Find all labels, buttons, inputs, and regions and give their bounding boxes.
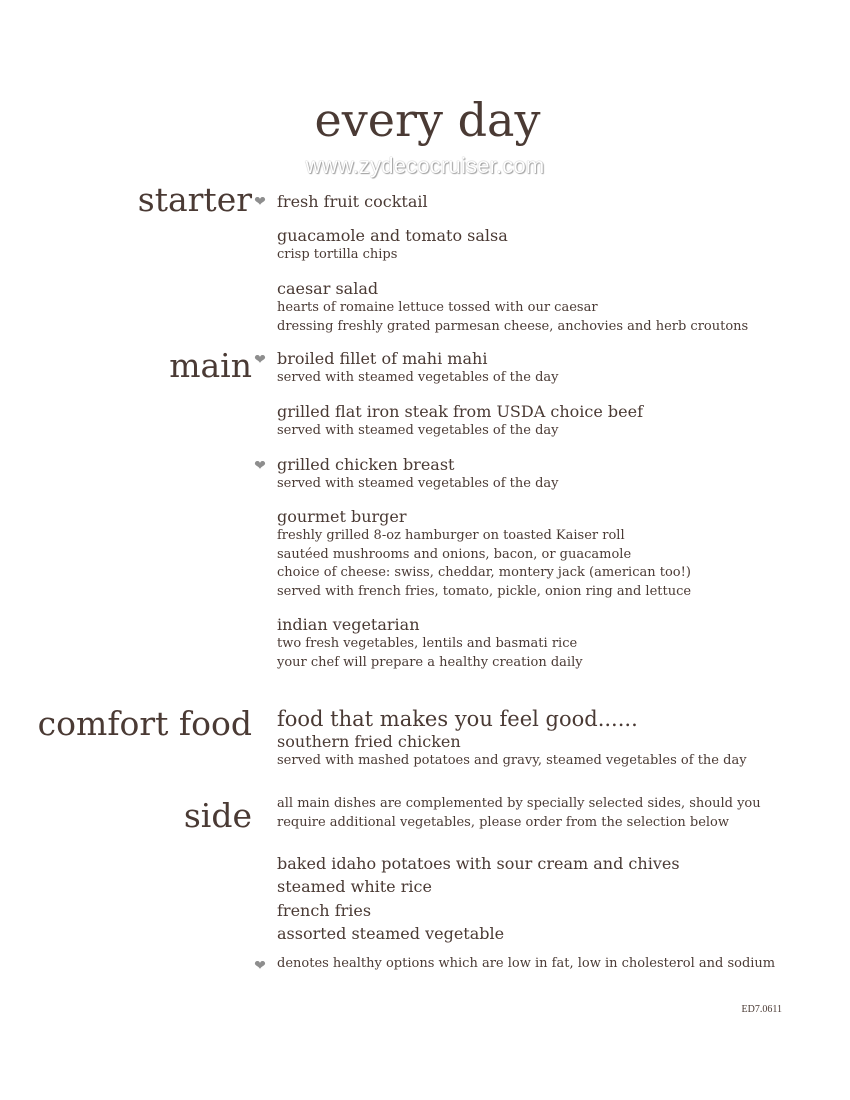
side-list [277, 852, 797, 945]
item-description: served with steamed vegetables of the day [277, 476, 559, 491]
page-title: every day [314, 93, 541, 147]
heart-icon: ❤ [254, 458, 266, 474]
item-name: fresh fruit cocktail [277, 192, 428, 211]
side-item: steamed white rice [277, 877, 432, 897]
side-intro-line: all main dishes are complemented by specially selected sides, should you [277, 796, 761, 811]
watermark: www.zydecocruiser.com [305, 153, 545, 178]
item-name: gourmet burger [277, 507, 407, 526]
menu-item [277, 614, 797, 672]
item-name: grilled chicken breast [277, 455, 455, 474]
side-item: assorted steamed vegetable [277, 923, 505, 943]
section-label-side: side [183, 796, 252, 835]
item-description: hearts of romaine lettuce tossed with our caesar [277, 300, 598, 315]
heart-icon: ❤ [254, 194, 266, 210]
menu-item [277, 506, 797, 601]
comfort-food-block [277, 707, 797, 771]
legend [277, 955, 797, 974]
menu-item [277, 454, 797, 494]
item-description: choice of cheese: swiss, cheddar, montery jack (american too!) [277, 565, 691, 580]
side-item: french fries [277, 900, 372, 920]
item-description: crisp tortilla chips [277, 247, 398, 262]
item-name: caesar salad [277, 279, 379, 298]
item-description: two fresh vegetables, lentils and basmati rice [277, 636, 578, 651]
comfort-headline: food that makes you feel good...... [277, 707, 638, 731]
section-label-main: main [169, 346, 252, 385]
item-name: indian vegetarian [277, 615, 420, 634]
side-item: baked idaho potatoes with sour cream and chives [277, 854, 680, 873]
document-code: ED7.0611 [741, 1004, 782, 1015]
item-name: grilled flat iron steak from USDA choice beef [277, 402, 643, 421]
heart-icon: ❤ [254, 958, 266, 974]
side-intro [277, 795, 797, 832]
menu-item [277, 401, 797, 441]
item-name: broiled fillet of mahi mahi [277, 349, 488, 368]
item-description: served with steamed vegetables of the day [277, 370, 559, 385]
menu-item [277, 225, 797, 265]
item-description: freshly grilled 8-oz hamburger on toasted Kaiser roll [277, 528, 625, 543]
section-label-comfort-food: comfort food [37, 704, 252, 743]
menu-item [277, 278, 797, 336]
item-description: served with steamed vegetables of the day [277, 423, 559, 438]
heart-icon: ❤ [254, 352, 266, 368]
section-label-starter: starter [137, 180, 252, 219]
item-description: served with mashed potatoes and gravy, steamed vegetables of the day [277, 753, 747, 768]
item-description: served with french fries, tomato, pickle, onion ring and lettuce [277, 583, 692, 599]
menu-item [277, 191, 797, 212]
item-description: your chef will prepare a healthy creation daily [277, 654, 583, 670]
legend-text: denotes healthy options which are low in fat, low in cholesterol and sodium [277, 956, 776, 971]
menu-item [277, 348, 797, 388]
item-description: sautéed mushrooms and onions, bacon, or guacamole [277, 546, 632, 562]
side-intro-line: require additional vegetables, please order from the selection below [277, 814, 730, 830]
item-description: dressing freshly grated parmesan cheese, anchovies and herb croutons [277, 318, 749, 334]
item-name: guacamole and tomato salsa [277, 226, 508, 245]
item-name: southern fried chicken [277, 732, 461, 751]
